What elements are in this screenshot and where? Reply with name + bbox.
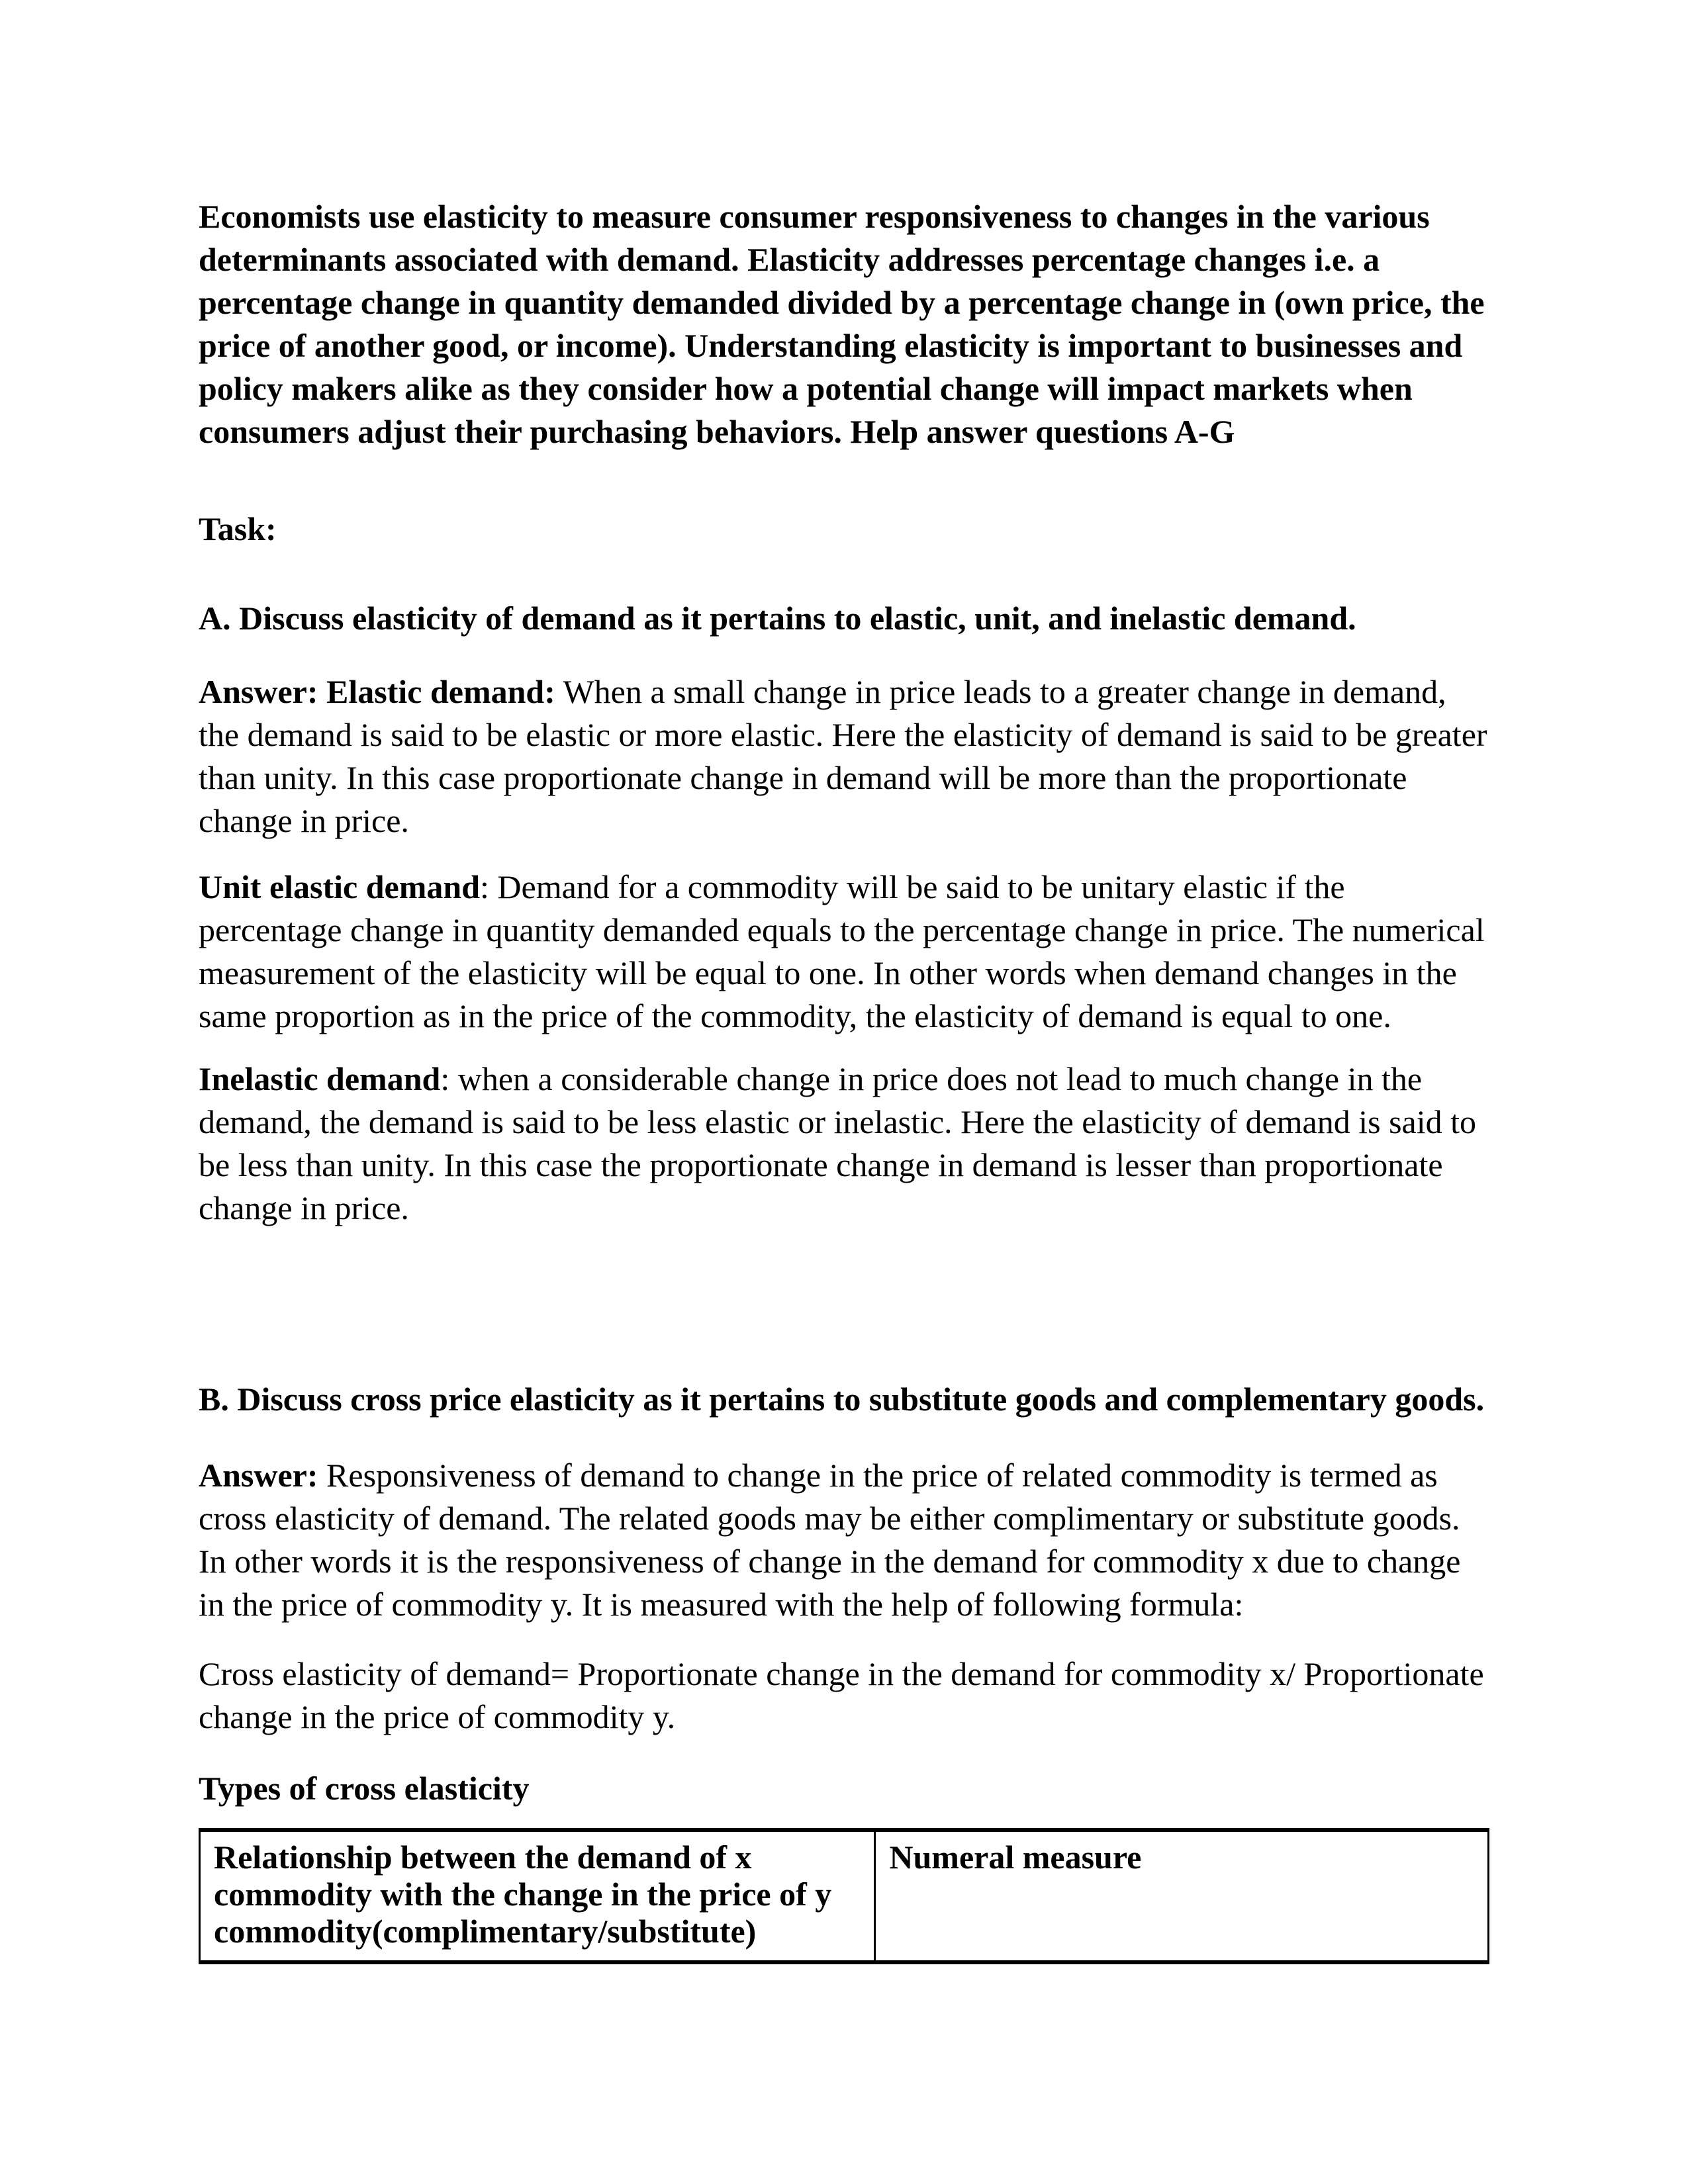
answer-b-body: Responsiveness of demand to change in the price of related commodity is termed as cross elasticity of demand. The related goods may be either complimentary or substitute goods. In other words it is the responsiveness of change in the demand for commodity x due to change in the price of commodity y. It is measured with the help of following formula: xyxy=(199,1457,1461,1623)
types-heading-text: Types of cross elasticity xyxy=(199,1770,530,1807)
intro-text: Economists use elasticity to measure consumer responsiveness to changes in the various determinants associated with demand. Elasticity addresses percentage changes i.e. a percentage change in quantity demanded divided by a percentage change in (own price, the price of another good, or income). Understanding elasticity is important to businesses and policy makers alike as they consider how a potential change will impact markets when consumers adjust their purchasing behaviors. Help answer questions A-G xyxy=(199,198,1485,450)
question-a-heading xyxy=(199,597,1489,640)
formula-paragraph xyxy=(199,1653,1489,1739)
task-label xyxy=(199,508,1489,551)
table-header-numeral-measure-text: Numeral measure xyxy=(889,1839,1142,1876)
question-a-text: A. Discuss elasticity of demand as it pertains to elastic, unit, and inelastic demand. xyxy=(199,600,1356,637)
unit-elastic-body: : Demand for a commodity will be said to be unitary elastic if the percentage change in quantity demanded equals to the percentage change in price. The numerical measurement of the elasticity will be equal to one. In other words when demand changes in the same proportion as in the price of the commodity, the elasticity of demand is equal to one. xyxy=(199,868,1485,1034)
table-header-numeral-measure xyxy=(875,1830,1489,1962)
answer-b-paragraph xyxy=(199,1454,1489,1626)
cross-elasticity-table xyxy=(199,1828,1489,1964)
inelastic-lead: Inelastic demand xyxy=(199,1060,441,1097)
formula-text: Cross elasticity of demand= Proportionate change in the demand for commodity x/ Proportionate change in the price of commodity y. xyxy=(199,1655,1484,1735)
question-b-text: B. Discuss cross price elasticity as it pertains to substitute goods and complementary goods. xyxy=(199,1381,1485,1418)
table-header-relationship xyxy=(200,1830,875,1962)
answer-a-paragraph xyxy=(199,670,1489,842)
answer-a-lead: Answer: Elastic demand: xyxy=(199,673,555,710)
table-header-relationship-text: Relationship between the demand of x commodity with the change in the price of y commodity(complimentary/substitute) xyxy=(214,1839,832,1950)
unit-elastic-lead: Unit elastic demand xyxy=(199,868,480,905)
question-b-heading xyxy=(199,1378,1489,1421)
types-heading xyxy=(199,1767,1489,1810)
answer-a-body: When a small change in price leads to a greater change in demand, the demand is said to be elastic or more elastic. Here the elasticity of demand is said to be greater than unity. In this case proportionate change in demand will be more than the proportionate change in price. xyxy=(199,673,1487,839)
unit-elastic-paragraph xyxy=(199,866,1489,1038)
table-header-row xyxy=(200,1830,1489,1962)
answer-b-lead: Answer: xyxy=(199,1457,318,1494)
intro-paragraph xyxy=(199,195,1489,453)
inelastic-body: : when a considerable change in price does not lead to much change in the demand, the demand is said to be less elastic or inelastic. Here the elasticity of demand is said to be less than unity. In this case the proportionate change in demand is lesser than proportionate change in price. xyxy=(199,1060,1477,1226)
task-text: Task: xyxy=(199,510,277,547)
inelastic-paragraph xyxy=(199,1058,1489,1230)
